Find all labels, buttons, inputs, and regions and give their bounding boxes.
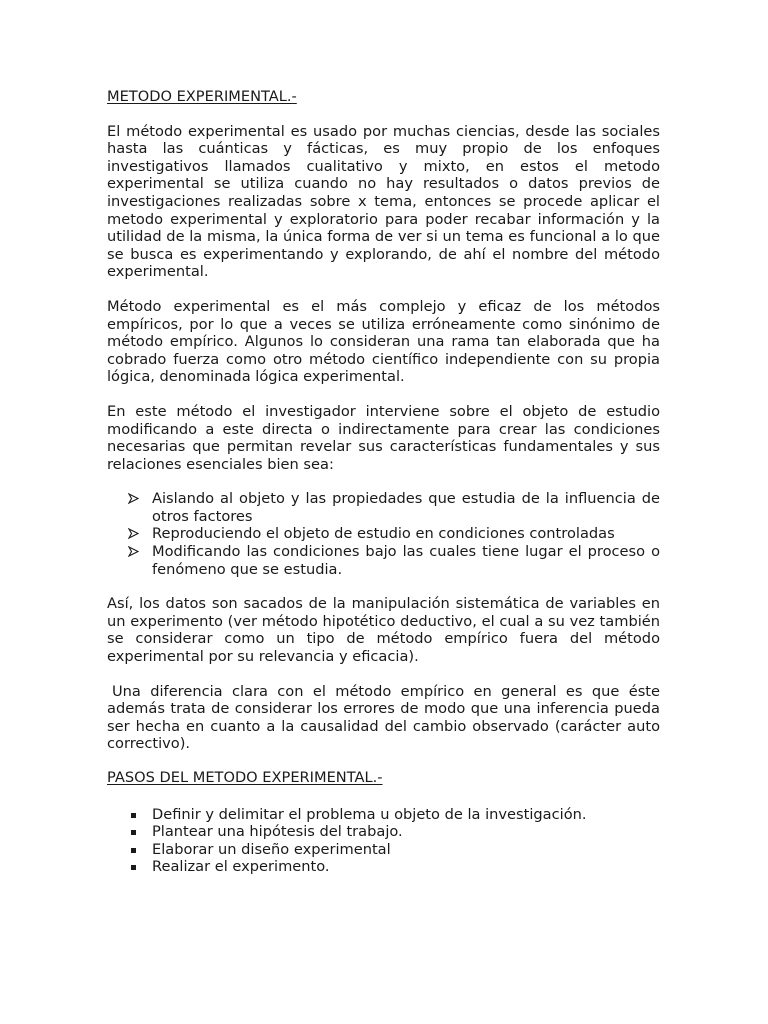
list-item-text: Reproduciendo el objeto de estudio en condiciones controladas bbox=[152, 525, 615, 543]
list-item-text: Definir y delimitar el problema u objeto de la investigación. bbox=[152, 805, 587, 823]
arrowhead-bullet-icon bbox=[128, 490, 144, 508]
paragraph-data-manipulation: Así, los datos son sacados de la manipulación sistemática de variables en un experimento (ver método hipotético deductivo, el cual a su vez también se considerar como un tipo de método empírico fuera del método experimental por su relevancia y eficacia). bbox=[107, 595, 660, 666]
list-item bbox=[107, 858, 660, 876]
list-item-text: Realizar el experimento. bbox=[152, 858, 330, 876]
document-page bbox=[107, 88, 660, 876]
section-title-steps: PASOS DEL METODO EXPERIMENTAL.- bbox=[107, 769, 383, 786]
list-item-text: Aislando al objeto y las propiedades que estudia de la influencia de otros factores bbox=[152, 490, 660, 525]
list-item bbox=[107, 543, 660, 578]
list-item-text: Modificando las condiciones bajo las cuales tiene lugar el proceso o fenómeno que se estudia. bbox=[152, 543, 660, 578]
paragraph-empirical-methods: Método experimental es el más complejo y eficaz de los métodos empíricos, por lo que a veces se utiliza erróneamente como sinónimo de método empírico. Algunos lo consideran una rama tan elaborada que ha cobrado fuerza como otro método científico independiente con su propia lógica, denominada lógica experimental. bbox=[107, 297, 660, 386]
arrowhead-bullet-icon bbox=[128, 525, 144, 543]
document-title: METODO EXPERIMENTAL.- bbox=[107, 88, 297, 105]
arrowhead-bullet-icon bbox=[128, 543, 144, 561]
arrow-bullet-list bbox=[107, 490, 660, 578]
list-item bbox=[107, 806, 660, 824]
square-bullet-icon bbox=[128, 858, 144, 876]
paragraph-difference: Una diferencia clara con el método empírico en general es que éste además trata de considerar los errores de modo que una inferencia pueda ser hecha en cuanto a la causalidad del cambio observado (carácter auto correctivo). bbox=[107, 682, 660, 753]
paragraph-intro: El método experimental es usado por muchas ciencias, desde las sociales hasta las cuánticas y fácticas, es muy propio de los enfoques investigativos llamados cualitativo y mixto, en estos el metodo experimental se utiliza cuando no hay resultados o datos previos de investigaciones realizadas sobre x tema, entonces se procede aplicar el metodo experimental y exploratorio para poder recabar información y la utilidad de la misma, la única forma de ver si un tema es funcional a lo que se busca es experimentando y explorando, de ahí el nombre del método experimental. bbox=[107, 122, 660, 281]
list-item bbox=[107, 841, 660, 859]
list-item-text: Elaborar un diseño experimental bbox=[152, 840, 391, 858]
square-bullet-icon bbox=[128, 823, 144, 841]
square-bullet-icon bbox=[128, 841, 144, 859]
steps-list bbox=[107, 806, 660, 876]
list-item-text: Plantear una hipótesis del trabajo. bbox=[152, 823, 403, 841]
list-item bbox=[107, 525, 660, 543]
square-bullet-icon bbox=[128, 806, 144, 824]
paragraph-investigator-role: En este método el investigador interviene sobre el objeto de estudio modificando a este directa o indirectamente para crear las condiciones necesarias que permitan revelar sus características fundamentales y sus relaciones esenciales bien sea: bbox=[107, 402, 660, 473]
list-item bbox=[107, 490, 660, 525]
list-item bbox=[107, 823, 660, 841]
